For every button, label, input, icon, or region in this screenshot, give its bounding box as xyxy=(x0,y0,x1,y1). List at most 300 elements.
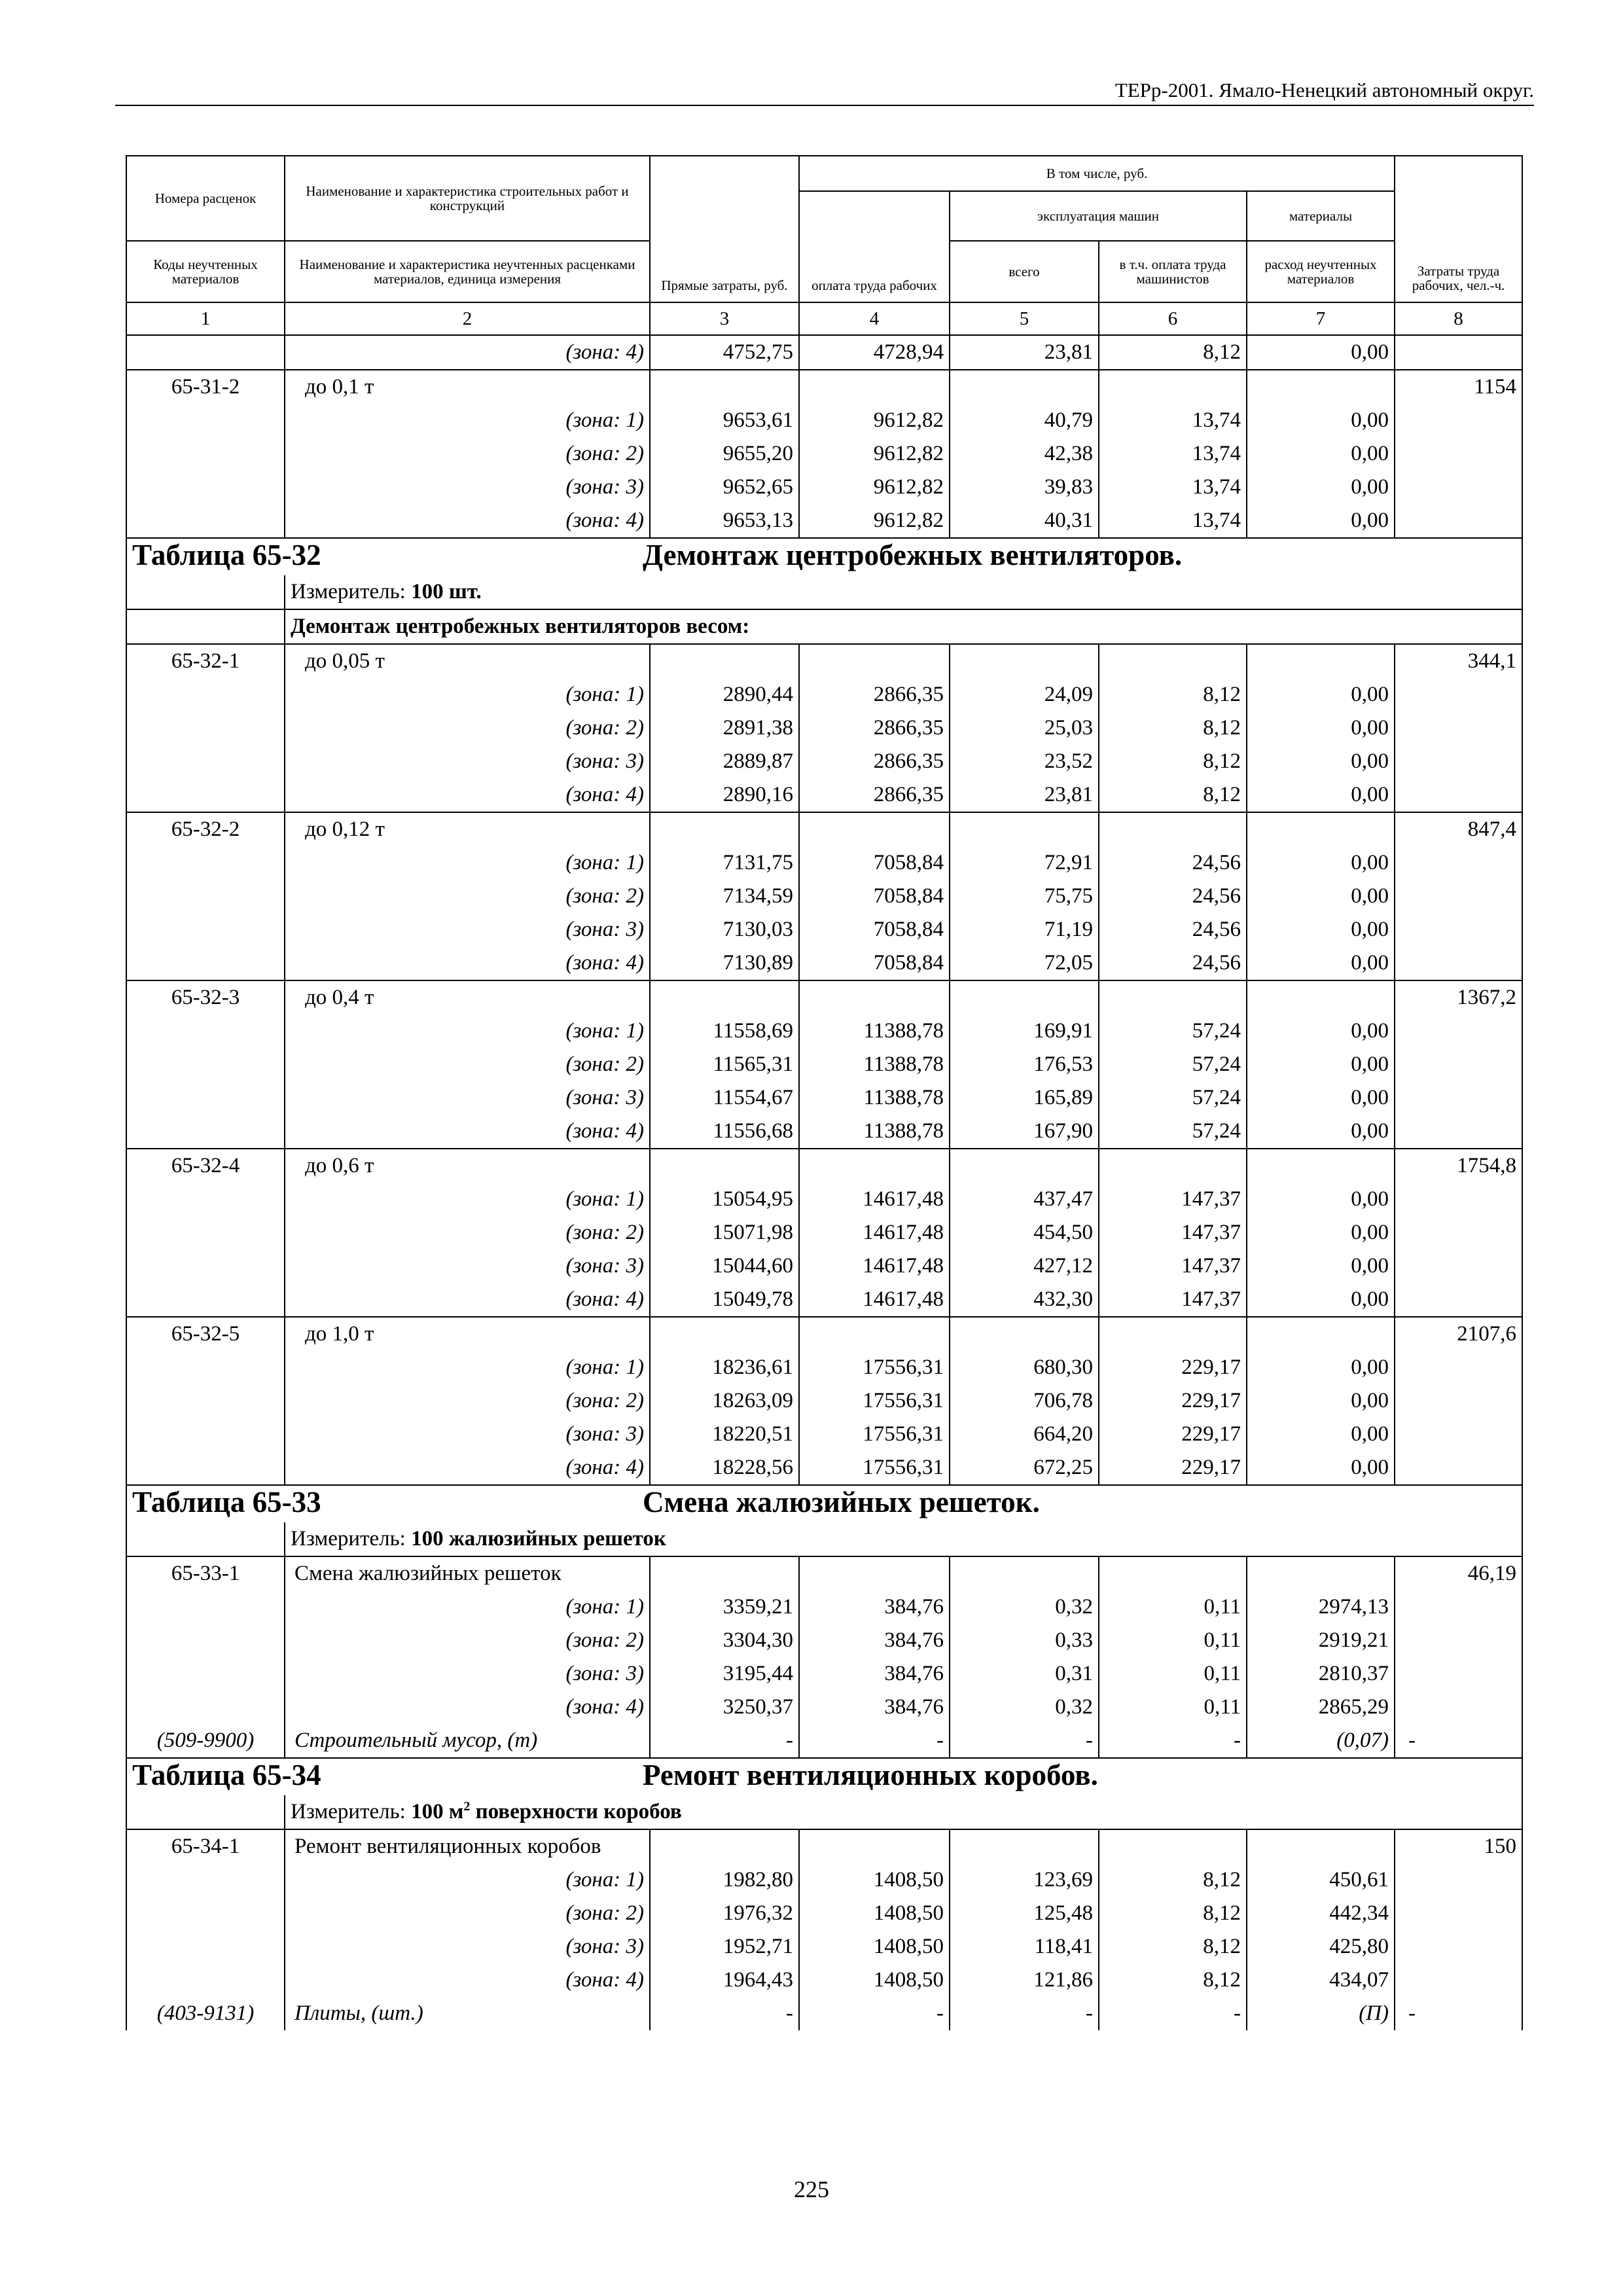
zone-label: (зона: 1) xyxy=(285,846,650,880)
labor-cell xyxy=(1395,1451,1522,1485)
labor-cell xyxy=(1395,1249,1522,1283)
table-title xyxy=(126,1485,1522,1522)
empty-cell xyxy=(650,644,799,678)
machines-total-value: 680,30 xyxy=(950,1351,1099,1384)
materials-value: 0,00 xyxy=(1247,1081,1395,1115)
item-row xyxy=(126,812,1522,846)
operators-pay-value: 8,12 xyxy=(1099,678,1247,711)
meter-value: 100 шт. xyxy=(411,580,482,603)
worker-pay-value: 1408,50 xyxy=(799,1897,950,1930)
group-spacer xyxy=(126,609,285,644)
empty-cell xyxy=(1099,1829,1247,1863)
worker-pay-value: 2866,35 xyxy=(799,711,950,745)
table-number: Таблица 65-34 xyxy=(132,1759,321,1791)
materials-value: 0,00 xyxy=(1247,711,1395,745)
zone-value: 0,00 xyxy=(1247,336,1395,370)
zone-row xyxy=(126,1930,1522,1964)
labor-cell xyxy=(1395,778,1522,812)
direct-cost-value: 3359,21 xyxy=(650,1590,799,1624)
materials-value: 2974,13 xyxy=(1247,1590,1395,1624)
materials-value: 0,00 xyxy=(1247,1183,1395,1216)
machines-total-value: 118,41 xyxy=(950,1930,1099,1964)
col-number: 1 xyxy=(126,302,285,335)
materials-value: 0,00 xyxy=(1247,678,1395,711)
zone-label: (зона: 4) xyxy=(285,1964,650,1997)
operators-pay-value: 57,24 xyxy=(1099,1048,1247,1081)
operators-pay-value: 8,12 xyxy=(1099,711,1247,745)
machines-total-value: 72,05 xyxy=(950,946,1099,980)
table-title xyxy=(126,538,1522,575)
materials-value: 0,00 xyxy=(1247,913,1395,946)
material-row xyxy=(126,1724,1522,1758)
code-cell xyxy=(126,711,285,745)
labor-cell xyxy=(1395,437,1522,471)
table-name: Демонтаж центробежных вентиляторов. xyxy=(643,539,1183,571)
item-row xyxy=(126,1317,1522,1351)
labor-cell xyxy=(1395,1216,1522,1249)
running-head: ТЕРр-2001. Ямало-Ненецкий автономный округ. xyxy=(1115,79,1534,101)
worker-pay-value: 2866,35 xyxy=(799,678,950,711)
worker-pay-value: 17556,31 xyxy=(799,1384,950,1418)
labor-cell xyxy=(1395,471,1522,504)
zone-row xyxy=(126,913,1522,946)
worker-pay-value: 17556,31 xyxy=(799,1351,950,1384)
direct-cost-value: 7134,59 xyxy=(650,880,799,913)
zone-label: (зона: 1) xyxy=(285,1863,650,1897)
zone-value: 23,81 xyxy=(950,336,1099,370)
zone-row xyxy=(126,504,1522,538)
zone-value: 4728,94 xyxy=(799,336,950,370)
materials-value: 2810,37 xyxy=(1247,1657,1395,1691)
labor-cell xyxy=(1395,913,1522,946)
worker-pay-value: 1408,50 xyxy=(799,1930,950,1964)
operators-pay-value: 57,24 xyxy=(1099,1014,1247,1048)
machines-total-value: 169,91 xyxy=(950,1014,1099,1048)
direct-cost-value: 15054,95 xyxy=(650,1183,799,1216)
col-number: 7 xyxy=(1247,302,1395,335)
materials-value: 425,80 xyxy=(1247,1930,1395,1964)
zone-label: (зона: 2) xyxy=(285,437,650,471)
code-cell xyxy=(126,1863,285,1897)
material-row xyxy=(126,1997,1522,2030)
empty-cell xyxy=(950,370,1099,404)
labor-value: 1754,8 xyxy=(1395,1149,1522,1183)
rates-table xyxy=(126,336,1523,2030)
machines-total-value: 432,30 xyxy=(950,1283,1099,1317)
rate-code: 65-33-1 xyxy=(126,1556,285,1590)
labor-cell xyxy=(1395,1115,1522,1149)
labor-cell xyxy=(1395,1014,1522,1048)
code-cell xyxy=(126,1691,285,1724)
direct-cost-value: 3304,30 xyxy=(650,1624,799,1657)
labor-cell xyxy=(1395,1081,1522,1115)
empty-cell xyxy=(799,1149,950,1183)
empty-cell xyxy=(1247,1556,1395,1590)
zone-row xyxy=(126,1590,1522,1624)
col-number: 4 xyxy=(799,302,950,335)
rate-name: Смена жалюзийных решеток xyxy=(285,1556,650,1590)
code-cell xyxy=(126,913,285,946)
code-cell xyxy=(126,1183,285,1216)
direct-cost-value: 9653,13 xyxy=(650,504,799,538)
empty-cell xyxy=(799,980,950,1014)
zone-label: (зона: 2) xyxy=(285,711,650,745)
materials-value: 0,00 xyxy=(1247,1384,1395,1418)
zone-row xyxy=(126,711,1522,745)
machines-total-value: 672,25 xyxy=(950,1451,1099,1485)
machines-total-value: 40,31 xyxy=(950,504,1099,538)
labor-cell xyxy=(1395,678,1522,711)
machines-total-value: 167,90 xyxy=(950,1115,1099,1149)
rate-code: 65-31-2 xyxy=(126,370,285,404)
machines-total-value: 123,69 xyxy=(950,1863,1099,1897)
empty-cell xyxy=(1099,812,1247,846)
zone-row xyxy=(126,778,1522,812)
zone-value: 4752,75 xyxy=(650,336,799,370)
empty-cell xyxy=(1247,370,1395,404)
labor-cell xyxy=(1395,1691,1522,1724)
machines-total-value: 706,78 xyxy=(950,1384,1099,1418)
code-cell xyxy=(126,1115,285,1149)
worker-pay-value: 7058,84 xyxy=(799,913,950,946)
hdr-name-top: Наименование и характеристика строительных работ и конструкций xyxy=(285,156,650,241)
zone-label: (зона: 2) xyxy=(285,1897,650,1930)
materials-value: 0,00 xyxy=(1247,504,1395,538)
empty-cell xyxy=(799,1556,950,1590)
hdr-unaccounted-materials: расход неучтенных материалов xyxy=(1247,241,1395,302)
material-value: - xyxy=(650,1724,799,1758)
item-row xyxy=(126,1829,1522,1863)
hdr-materials: материалы xyxy=(1247,191,1395,241)
operators-pay-value: 0,11 xyxy=(1099,1624,1247,1657)
direct-cost-value: 1964,43 xyxy=(650,1964,799,1997)
direct-cost-value: 7131,75 xyxy=(650,846,799,880)
code-cell xyxy=(126,1418,285,1451)
worker-pay-value: 1408,50 xyxy=(799,1863,950,1897)
materials-value: 0,00 xyxy=(1247,880,1395,913)
material-code: (509-9900) xyxy=(126,1724,285,1758)
col-number: 8 xyxy=(1395,302,1522,335)
hdr-machines: эксплуатация машин xyxy=(950,191,1247,241)
code-cell xyxy=(126,778,285,812)
zone-label: (зона: 4) xyxy=(285,336,650,370)
worker-pay-value: 9612,82 xyxy=(799,504,950,538)
direct-cost-value: 7130,03 xyxy=(650,913,799,946)
materials-value: 2919,21 xyxy=(1247,1624,1395,1657)
table-title-row xyxy=(126,1758,1522,1795)
empty-cell xyxy=(1099,1149,1247,1183)
empty-cell xyxy=(1099,980,1247,1014)
worker-pay-value: 384,76 xyxy=(799,1590,950,1624)
worker-pay-value: 11388,78 xyxy=(799,1115,950,1149)
material-value: - xyxy=(1099,1997,1247,2030)
zone-label: (зона: 1) xyxy=(285,1351,650,1384)
code-cell xyxy=(126,471,285,504)
machines-total-value: 40,79 xyxy=(950,404,1099,437)
direct-cost-value: 18228,56 xyxy=(650,1451,799,1485)
meter-value xyxy=(411,1800,682,1823)
labor-cell xyxy=(1395,1624,1522,1657)
worker-pay-value: 17556,31 xyxy=(799,1418,950,1451)
machines-total-value: 0,33 xyxy=(950,1624,1099,1657)
zone-label: (зона: 2) xyxy=(285,880,650,913)
operators-pay-value: 0,11 xyxy=(1099,1657,1247,1691)
direct-cost-value: 18220,51 xyxy=(650,1418,799,1451)
zone-label: (зона: 2) xyxy=(285,1384,650,1418)
direct-cost-value: 1976,32 xyxy=(650,1897,799,1930)
hdr-name-bottom: Наименование и характеристика неучтенных расценками материалов, единица измерения xyxy=(285,241,650,302)
table-number: Таблица 65-32 xyxy=(132,539,321,571)
empty-cell xyxy=(1099,1317,1247,1351)
col-number: 6 xyxy=(1099,302,1247,335)
empty-cell xyxy=(950,812,1099,846)
direct-cost-value: 11554,67 xyxy=(650,1081,799,1115)
operators-pay-value: 57,24 xyxy=(1099,1081,1247,1115)
empty-cell xyxy=(799,644,950,678)
zone-row xyxy=(126,471,1522,504)
operators-pay-value: 229,17 xyxy=(1099,1451,1247,1485)
materials-value: 450,61 xyxy=(1247,1863,1395,1897)
meter-value-text: поверхности коробов xyxy=(470,1800,682,1823)
zone-label: (зона: 4) xyxy=(285,1283,650,1317)
labor-cell xyxy=(1395,880,1522,913)
operators-pay-value: 147,37 xyxy=(1099,1216,1247,1249)
direct-cost-value: 11558,69 xyxy=(650,1014,799,1048)
empty-cell xyxy=(1099,1556,1247,1590)
machines-total-value: 25,03 xyxy=(950,711,1099,745)
hdr-machine-operators-pay: в т.ч. оплата труда машинистов xyxy=(1099,241,1247,302)
materials-value: 0,00 xyxy=(1247,1451,1395,1485)
material-value: - xyxy=(799,1997,950,2030)
materials-value: 0,00 xyxy=(1247,1014,1395,1048)
labor-cell xyxy=(1395,1183,1522,1216)
code-cell xyxy=(126,678,285,711)
materials-value: 0,00 xyxy=(1247,745,1395,778)
direct-cost-value: 2890,16 xyxy=(650,778,799,812)
empty-cell xyxy=(650,1149,799,1183)
labor-value: 1154 xyxy=(1395,370,1522,404)
material-code: (403-9131) xyxy=(126,1997,285,2030)
machines-total-value: 454,50 xyxy=(950,1216,1099,1249)
materials-value: 0,00 xyxy=(1247,471,1395,504)
material-value: - xyxy=(950,1724,1099,1758)
zone-label: (зона: 2) xyxy=(285,1048,650,1081)
code-cell xyxy=(126,504,285,538)
rate-code: 65-32-2 xyxy=(126,812,285,846)
materials-value: 0,00 xyxy=(1247,1115,1395,1149)
operators-pay-value: 13,74 xyxy=(1099,471,1247,504)
worker-pay-value: 7058,84 xyxy=(799,846,950,880)
rate-code: 65-32-4 xyxy=(126,1149,285,1183)
direct-cost-value: 9653,61 xyxy=(650,404,799,437)
empty-cell xyxy=(799,1317,950,1351)
zone-row xyxy=(126,1384,1522,1418)
direct-cost-value: 18236,61 xyxy=(650,1351,799,1384)
zone-row xyxy=(126,1418,1522,1451)
machines-total-value: 125,48 xyxy=(950,1897,1099,1930)
labor-cell xyxy=(1395,846,1522,880)
operators-pay-value: 8,12 xyxy=(1099,1964,1247,1997)
machines-total-value: 437,47 xyxy=(950,1183,1099,1216)
labor-cell xyxy=(1395,336,1522,370)
item-row xyxy=(126,1149,1522,1183)
material-name: Строительный мусор, (т) xyxy=(285,1724,650,1758)
materials-value: 0,00 xyxy=(1247,404,1395,437)
empty-cell xyxy=(950,1829,1099,1863)
machines-total-value: 23,52 xyxy=(950,745,1099,778)
labor-cell xyxy=(1395,1964,1522,1997)
material-value: (0,07) xyxy=(1247,1724,1395,1758)
labor-value: 344,1 xyxy=(1395,644,1522,678)
labor-cell xyxy=(1395,1048,1522,1081)
machines-total-value: 0,32 xyxy=(950,1691,1099,1724)
zone-row xyxy=(126,1183,1522,1216)
zone-label: (зона: 3) xyxy=(285,913,650,946)
code-cell xyxy=(126,1930,285,1964)
direct-cost-value: 9655,20 xyxy=(650,437,799,471)
code-cell xyxy=(126,1451,285,1485)
zone-label: (зона: 1) xyxy=(285,1014,650,1048)
zone-row xyxy=(126,1451,1522,1485)
operators-pay-value: 147,37 xyxy=(1099,1249,1247,1283)
direct-cost-value: 15049,78 xyxy=(650,1283,799,1317)
zone-row xyxy=(126,404,1522,437)
worker-pay-value: 384,76 xyxy=(799,1624,950,1657)
code-cell xyxy=(126,946,285,980)
operators-pay-value: 147,37 xyxy=(1099,1283,1247,1317)
empty-cell xyxy=(1099,370,1247,404)
labor-cell xyxy=(1395,745,1522,778)
direct-cost-value: 3195,44 xyxy=(650,1657,799,1691)
machines-total-value: 24,09 xyxy=(950,678,1099,711)
zone-row xyxy=(126,880,1522,913)
item-row xyxy=(126,980,1522,1014)
meter-value-unit: 100 м xyxy=(411,1800,464,1823)
zone-label: (зона: 1) xyxy=(285,1183,650,1216)
zone-label: (зона: 4) xyxy=(285,1451,650,1485)
direct-cost-value: 18263,09 xyxy=(650,1384,799,1418)
labor-cell xyxy=(1395,1930,1522,1964)
empty-cell xyxy=(650,812,799,846)
code-cell xyxy=(126,745,285,778)
code-cell xyxy=(126,1014,285,1048)
code-cell xyxy=(126,1283,285,1317)
zone-label: (зона: 4) xyxy=(285,1115,650,1149)
material-value: (П) xyxy=(1247,1997,1395,2030)
direct-cost-value: 1952,71 xyxy=(650,1930,799,1964)
worker-pay-value: 17556,31 xyxy=(799,1451,950,1485)
empty-cell xyxy=(650,980,799,1014)
meter-label: Измеритель: xyxy=(291,580,406,603)
operators-pay-value: 13,74 xyxy=(1099,504,1247,538)
worker-pay-value: 14617,48 xyxy=(799,1283,950,1317)
meter-spacer xyxy=(126,1522,285,1556)
materials-value: 442,34 xyxy=(1247,1897,1395,1930)
table-title-row xyxy=(126,1485,1522,1522)
labor-cell xyxy=(1395,1863,1522,1897)
zone-row xyxy=(126,946,1522,980)
rate-name: до 1,0 т xyxy=(285,1317,650,1351)
direct-cost-value: 2890,44 xyxy=(650,678,799,711)
code-cell xyxy=(126,1048,285,1081)
zone-label: (зона: 3) xyxy=(285,471,650,504)
machines-total-value: 176,53 xyxy=(950,1048,1099,1081)
operators-pay-value: 229,17 xyxy=(1099,1418,1247,1451)
empty-cell xyxy=(650,1556,799,1590)
item-row xyxy=(126,370,1522,404)
direct-cost-value: 3250,37 xyxy=(650,1691,799,1724)
material-value: - xyxy=(1395,1724,1522,1758)
code-cell xyxy=(126,846,285,880)
empty-cell xyxy=(1247,980,1395,1014)
col-number: 3 xyxy=(650,302,799,335)
zone-label: (зона: 1) xyxy=(285,404,650,437)
operators-pay-value: 57,24 xyxy=(1099,1115,1247,1149)
zone-row xyxy=(126,1249,1522,1283)
zone-label: (зона: 4) xyxy=(285,778,650,812)
zone-row xyxy=(126,678,1522,711)
meter-label: Измеритель: xyxy=(291,1800,406,1823)
rate-name: до 0,4 т xyxy=(285,980,650,1014)
zone-row xyxy=(126,1115,1522,1149)
worker-pay-value: 11388,78 xyxy=(799,1048,950,1081)
operators-pay-value: 0,11 xyxy=(1099,1590,1247,1624)
zone-label: (зона: 2) xyxy=(285,1216,650,1249)
zone-row xyxy=(126,1048,1522,1081)
worker-pay-value: 7058,84 xyxy=(799,946,950,980)
operators-pay-value: 8,12 xyxy=(1099,1930,1247,1964)
direct-cost-value: 2889,87 xyxy=(650,745,799,778)
col-number: 5 xyxy=(950,302,1099,335)
material-name: Плиты, (шт.) xyxy=(285,1997,650,2030)
empty-cell xyxy=(1247,812,1395,846)
zone-label: (зона: 1) xyxy=(285,1590,650,1624)
code-cell xyxy=(126,404,285,437)
zone-row xyxy=(126,1964,1522,1997)
labor-value: 2107,6 xyxy=(1395,1317,1522,1351)
operators-pay-value: 24,56 xyxy=(1099,946,1247,980)
direct-cost-value: 11556,68 xyxy=(650,1115,799,1149)
materials-value: 0,00 xyxy=(1247,437,1395,471)
meter-line xyxy=(285,1522,1522,1556)
operators-pay-value: 229,17 xyxy=(1099,1351,1247,1384)
operators-pay-value: 13,74 xyxy=(1099,437,1247,471)
empty-cell xyxy=(1247,1149,1395,1183)
zone-row xyxy=(126,1897,1522,1930)
zone-row xyxy=(126,1863,1522,1897)
rate-name: Ремонт вентиляционных коробов xyxy=(285,1829,650,1863)
empty-cell xyxy=(650,1317,799,1351)
group-row xyxy=(126,609,1522,644)
empty-cell xyxy=(650,370,799,404)
labor-value: 150 xyxy=(1395,1829,1522,1863)
zone-label: (зона: 3) xyxy=(285,1249,650,1283)
rate-name: до 0,12 т xyxy=(285,812,650,846)
code-cell xyxy=(126,437,285,471)
empty-cell xyxy=(1247,1317,1395,1351)
operators-pay-value: 229,17 xyxy=(1099,1384,1247,1418)
empty-cell xyxy=(950,980,1099,1014)
machines-total-value: 39,83 xyxy=(950,471,1099,504)
table-title-row xyxy=(126,538,1522,575)
code-cell xyxy=(126,336,285,370)
zone-row xyxy=(126,1081,1522,1115)
machines-total-value: 0,31 xyxy=(950,1657,1099,1691)
code-cell xyxy=(126,1964,285,1997)
machines-total-value: 0,32 xyxy=(950,1590,1099,1624)
zone-label: (зона: 4) xyxy=(285,946,650,980)
zone-row xyxy=(126,336,1522,370)
